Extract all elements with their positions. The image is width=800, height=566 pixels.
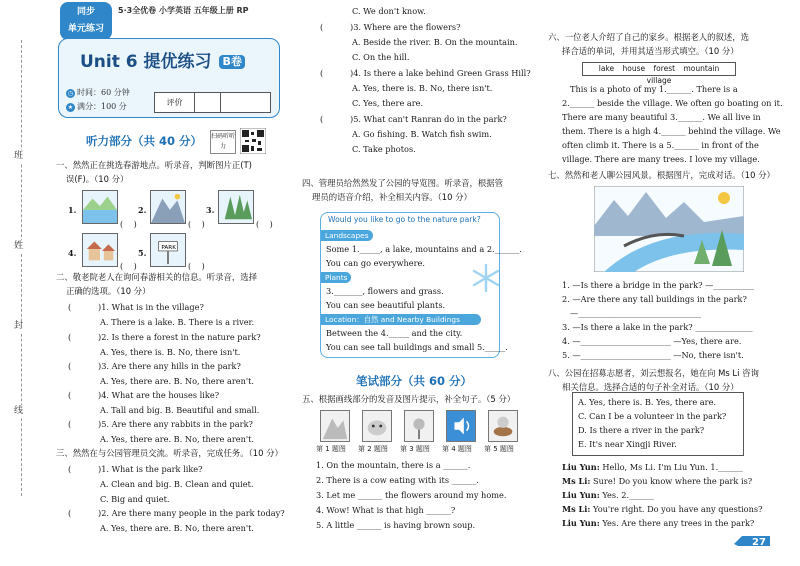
q2-head-2: 正确的选项。（10 分） [66, 286, 151, 296]
q2-item-1: ( )1. What is in the village? [68, 302, 204, 312]
dialog-speaker-4: Ms Li: [562, 504, 591, 514]
answer-paren-3[interactable]: ( ) [256, 220, 273, 229]
park-line-1: Some 1._____, a lake, mountains and a 2.______. [326, 244, 522, 254]
pic-num-4: 4. [68, 248, 77, 258]
dialog-text-3: Yes. 2.______ [602, 490, 654, 500]
star-icon: ★ [67, 104, 74, 111]
q3-item-5-options-a: A. Go fishing. B. Watch fish swim. [352, 129, 492, 139]
q3-item-1: ( )1. What is the park like? [68, 464, 203, 474]
evaluation-table [154, 92, 271, 113]
q8-option-c: C. Can I be a volunteer in the park? [578, 411, 727, 421]
dialog-speaker-2: Ms Li: [562, 476, 591, 486]
q4-head-2: 理员的语音介绍，补全相关内容。（10 分） [312, 192, 472, 202]
q7-item-5: 5. —______________________ —No, there isn't. [562, 350, 744, 360]
q8-head-2: 相关信息。选择合适的句子补全对话。（10 分） [562, 382, 739, 392]
q2-item-1-question: )1. What is in the village? [98, 302, 204, 312]
q2-item-1-options: A. There is a lake. B. There is a river. [100, 317, 255, 327]
q6-text-6: village. There are many trees. I love my village. [562, 154, 760, 164]
dialog-text-4: You're right. Do you have any questions? [593, 504, 763, 514]
park-line-2: You can go everywhere. [326, 258, 425, 268]
q3-item-2: ( )2. Are there many people in the park today? [68, 508, 285, 518]
q3-item-3: ( )3. Where are the flowers? [320, 22, 461, 32]
park-line-4: You can see beautiful plants. [326, 300, 446, 310]
eval-cell-1[interactable] [195, 93, 221, 113]
q3-item-5-question: )5. What can't Ranran do in the park? [350, 114, 507, 124]
dialog-speaker-3: Liu Yun: [562, 490, 600, 500]
q3-item-3-options-b: C. On the hill. [352, 52, 410, 62]
q3-item-4-options-a: A. Yes, there is. B. No, there isn't. [352, 83, 493, 93]
park-line-6: You can see tall buildings and small 5._____. [326, 342, 508, 352]
q5-pic-2 [362, 410, 392, 442]
q7-head: 七、然然和老人聊公园风景。根据图片，完成对话。（10 分） [548, 170, 775, 180]
q7-item-1: 1. —Is there a bridge in the park? —__________ [562, 280, 755, 290]
q2-item-2-question: )2. Is there a forest in the nature park? [98, 332, 261, 342]
answer-paren-1[interactable]: ( ) [120, 220, 137, 229]
dialog-line-3 [562, 490, 654, 500]
q5-item-3: 3. Let me ______ the flowers around my home. [316, 490, 507, 500]
q2-item-3: ( )3. Are there any hills in the park? [68, 361, 241, 371]
page-number: 27 [752, 537, 766, 548]
dialog-speaker-5: Liu Yun: [562, 518, 600, 528]
q5-label-2: 第 2 题图 [358, 445, 388, 453]
series-label: 5·3全优卷 小学英语 五年级上册 RP [118, 6, 249, 15]
q2-item-3-question: )3. Are there any hills in the park? [98, 361, 241, 371]
park-line-5: Between the 4._____ and the city. [326, 328, 463, 338]
practice-label: 提优练习 [143, 52, 212, 72]
binding-glyph-2: 姓 [14, 240, 23, 253]
q8-option-d: D. Is there a river in the park? [578, 425, 705, 435]
full-score [66, 102, 127, 112]
q2-item-2: ( )2. Is there a forest in the nature park? [68, 332, 261, 342]
dialog-text-1: Hello, Ms Li. I'm Liu Yun. 1.______ [602, 462, 743, 472]
column-middle [298, 0, 538, 566]
q2-item-2-options: A. Yes, there is. B. No, there isn't. [100, 347, 241, 357]
q7-item-3: 3. —Is there a lake in the park? ______________ [562, 322, 753, 332]
q2-item-3-options: A. Yes, there are. B. No, there aren't. [100, 376, 255, 386]
q7-item-2: 2. —Are there any tall buildings in the park? [562, 294, 747, 304]
qr-label: 扫码听听力 [210, 130, 236, 154]
cut-line [21, 40, 22, 496]
q3-item-1-question: )1. What is the park like? [98, 464, 203, 474]
pic-num-2: 2. [138, 205, 147, 215]
q3-item-4-options-b: C. Yes, there are. [352, 98, 424, 108]
unit-title [80, 52, 245, 73]
q6-head-2: 择合适的单词，并用其适当形式填空。（10 分） [562, 46, 739, 56]
q5-label-1: 第 1 题图 [316, 445, 346, 453]
q3-item-5-options-b: C. Take photos. [352, 144, 416, 154]
mountain-icon [150, 190, 186, 224]
q3-item-4-question: )4. Is there a lake behind Green Grass Hill? [350, 68, 531, 78]
q6-text-5: often climb it. There is a 5.______ in front of the [562, 140, 759, 150]
column-right [548, 0, 792, 566]
dialog-line-4 [562, 504, 762, 514]
q3-item-4: ( )4. Is there a lake behind Green Grass Hill? [320, 68, 531, 78]
q5-pic-5 [488, 410, 518, 442]
park-landscape-picture [594, 186, 744, 272]
badge-line-2: 单元练习 [67, 24, 104, 34]
q3-item-3-question: )3. Where are the flowers? [350, 22, 461, 32]
q3-item-3-options-a: A. Beside the river. B. On the mountain. [352, 37, 518, 47]
q5-pic-3 [404, 410, 434, 442]
clock-icon: ◷ [67, 90, 74, 97]
q4-head: 四、管理员给然然发了公园的导览图。听录音，根据管 [302, 178, 503, 188]
q2-item-5-question: )5. Are there any rabbits in the park? [98, 419, 253, 429]
q3-item-1-options-b: C. Big and quiet. [100, 494, 170, 504]
dialog-line-1 [562, 462, 743, 472]
dialog-text-2: Sure! Do you know where the park is? [593, 476, 753, 486]
q3-item-2-question: )2. Are there many people in the park today? [98, 508, 285, 518]
q5-item-1: 1. On the mountain, there is a ______. [316, 460, 471, 470]
column-left [50, 0, 290, 566]
snowflake-icon [470, 262, 502, 294]
q3-cont-option: C. We don't know. [352, 6, 426, 16]
sync-badge [60, 2, 112, 40]
q5-pic-1 [320, 410, 350, 442]
word-bank: lake house forest mountain village [582, 62, 736, 76]
q3-head: 三、然然在与公园管理员交流。听录音，完成任务。（10 分） [56, 448, 283, 458]
listening-title: 听力部分（共 40 分） [86, 134, 203, 148]
q6-head: 六、一位老人介绍了自己的家乡。根据老人的叙述，选 [548, 32, 749, 42]
q5-label-3: 第 3 题图 [400, 445, 430, 453]
park-line-3: 3._______, flowers and grass. [326, 286, 444, 296]
q2-head: 二、敬老院老人在询问春游相关的信息。听录音，选择 [56, 272, 257, 282]
q3-item-1-options-a: A. Clean and big. B. Clean and quiet. [100, 479, 254, 489]
q8-option-ab: A. Yes, there is. B. Yes, there are. [578, 397, 717, 407]
q2-item-4-question: )4. What are the houses like? [98, 390, 220, 400]
dialog-line-5 [562, 518, 754, 528]
written-title: 笔试部分（共 60 分） [356, 374, 473, 388]
qr-code-icon[interactable] [240, 128, 266, 154]
q3-item-5: ( )5. What can't Ranran do in the park? [320, 114, 507, 124]
q6-text-2: 2.______ beside the village. We often go boating on it. [562, 98, 783, 108]
pic-num-5: 5. [138, 248, 147, 258]
time-limit [66, 88, 130, 98]
q5-pic-4 [446, 410, 476, 442]
q7-item-4: 4. —______________________ —Yes, there are. [562, 336, 742, 346]
eval-label: 评价 [155, 93, 195, 113]
q5-item-4: 4. Wow! What is that high ______? [316, 505, 456, 515]
q8-head: 八、公园在招募志愿者，刘云想报名，她在向 Ms Li 咨询 [548, 368, 759, 378]
score-text: 满分：100 分 [77, 102, 127, 111]
dialog-text-5: Yes. Are there any trees in the park? [602, 518, 755, 528]
q8-option-e: E. It's near Xingji River. [578, 439, 677, 449]
lake-icon [82, 190, 118, 224]
q2-item-5: ( )5. Are there any rabbits in the park? [68, 419, 253, 429]
answer-paren-2[interactable]: ( ) [188, 220, 205, 229]
answer-paren-4[interactable]: ( ) [120, 262, 137, 271]
binding-strip [0, 0, 48, 566]
q1-head: 一、然然正在挑选春游地点。听录音，判断图片正(T) [56, 160, 252, 170]
q5-item-2: 2. There is a cow eating with its ______. [316, 475, 479, 485]
village-icon [82, 233, 118, 267]
dialog-line-2 [562, 476, 752, 486]
page-number-badge [732, 532, 772, 548]
q2-item-4-options: A. Tall and big. B. Beautiful and small. [100, 405, 260, 415]
q3-item-2-options: A. Yes, there are. B. No, there aren't. [100, 523, 255, 533]
answer-paren-5[interactable]: ( ) [188, 262, 205, 271]
paper-tag: B卷 [219, 55, 244, 69]
q5-label-4: 第 4 题图 [442, 445, 472, 453]
q1-head-2: 误(F)。（10 分） [66, 174, 129, 184]
badge-line-1: 同步 [76, 7, 95, 17]
pic-num-1: 1. [68, 205, 77, 215]
svg-text:PARK: PARK [161, 245, 176, 252]
q7-item-2-answer: —______________________________ [570, 308, 701, 318]
forest-icon [218, 190, 254, 224]
pic-num-3: 3. [206, 205, 215, 215]
plants-tag: Plants [321, 272, 351, 283]
q5-head: 五、根据画线部分的发音及图片提示，补全句子。（5 分） [302, 394, 516, 404]
location-tag: Location：自然 and Nearby Buildings [321, 314, 481, 325]
binding-glyph-4: 线 [14, 405, 23, 418]
binding-glyph-1: 班 [14, 150, 23, 163]
unit-name: Unit 6 [80, 52, 138, 72]
landscapes-tag: Landscapes [321, 230, 373, 241]
q2-item-5-options: A. Yes, there are. B. No, there aren't. [100, 434, 255, 444]
dialog-speaker-1: Liu Yun: [562, 462, 600, 472]
park-guide-question: Would you like to go to the nature park? [328, 215, 481, 224]
q5-label-5: 第 5 题图 [484, 445, 514, 453]
time-text: 时间：60 分钟 [77, 88, 130, 97]
q2-item-4: ( )4. What are the houses like? [68, 390, 220, 400]
q6-text-3: There are many beautiful 3.______. We all live in [562, 112, 761, 122]
eval-cell-2[interactable] [221, 93, 271, 113]
q6-text-1: This is a photo of my 1.______. There is a [570, 84, 738, 94]
q6-text-4: them. There is a high 4.______ behind the village. We [562, 126, 781, 136]
q5-item-5: 5. A little ______ is having brown soup. [316, 520, 476, 530]
binding-glyph-3: 封 [14, 320, 23, 333]
park-icon [150, 233, 186, 267]
